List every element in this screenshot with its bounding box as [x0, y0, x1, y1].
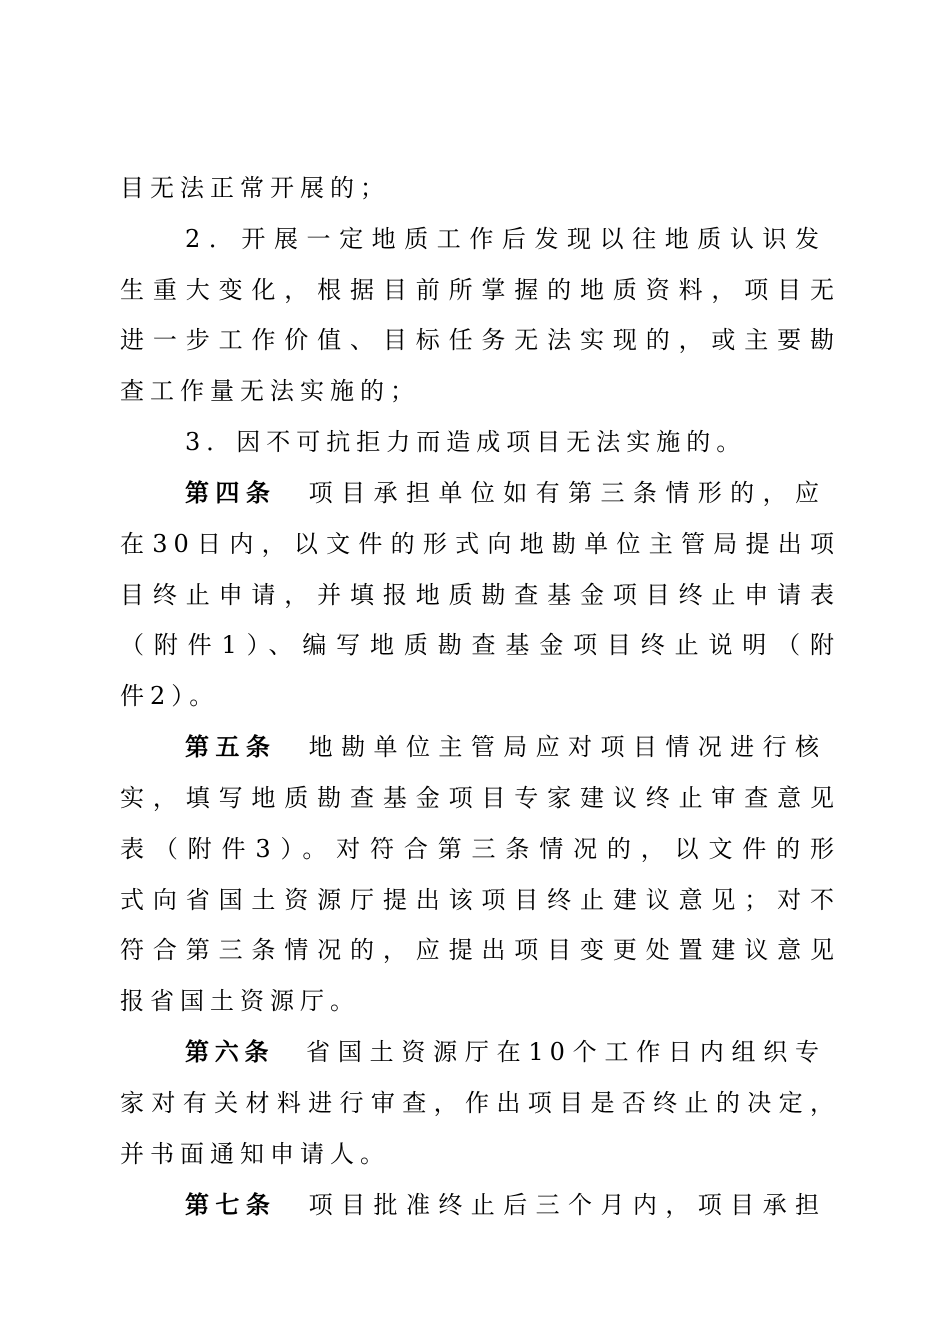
text-line: 生重大变化，根据目前所掌握的地质资料，项目无 — [120, 276, 840, 304]
article-line — [185, 473, 825, 513]
text-line: 表（附件3）。对符合第三条情况的，以文件的形 — [120, 835, 840, 863]
article-text: 省国土资源厅在10个工作日内组织专 — [304, 1038, 826, 1066]
article-heading: 第六条 — [185, 1038, 275, 1066]
article-heading: 第五条 — [185, 733, 277, 761]
text-line: （附件1）、编写地质勘查基金项目终止说明（附 — [120, 631, 840, 659]
text-line: 实，填写地质勘查基金项目专家建议终止审查意见 — [120, 784, 840, 812]
article-line — [185, 727, 825, 767]
text-line: 3．因不可抗拒力而造成项目无法实施的。 — [185, 428, 747, 456]
article-text: 地勘单位主管局应对项目情况进行核 — [306, 733, 826, 761]
text-line: 进一步工作价值、目标任务无法实现的，或主要勘 — [120, 326, 840, 354]
text-line: 家对有关材料进行审查，作出项目是否终止的决定， — [120, 1089, 840, 1117]
text-line: 2．开展一定地质工作后发现以往地质认识发 — [185, 225, 825, 253]
text-line: 符合第三条情况的，应提出项目变更处置建议意见 — [120, 936, 840, 964]
article-line — [185, 1185, 825, 1225]
article-heading: 第四条 — [185, 479, 277, 507]
text-line: 式向省国土资源厅提出该项目终止建议意见；对不 — [120, 886, 840, 914]
text-line: 目无法正常开展的； — [120, 174, 390, 202]
article-text: 项目承担单位如有第三条情形的，应 — [306, 479, 826, 507]
text-line: 查工作量无法实施的； — [120, 377, 420, 405]
text-line: 并书面通知申请人。 — [120, 1140, 390, 1168]
article-line — [185, 1032, 825, 1072]
text-line: 件2）。 — [120, 682, 220, 710]
article-heading: 第七条 — [185, 1191, 277, 1219]
text-line: 报省国土资源厅。 — [120, 987, 360, 1015]
article-text: 项目批准终止后三个月内，项目承担 — [306, 1191, 826, 1219]
text-line: 目终止申请，并填报地质勘查基金项目终止申请表 — [120, 581, 840, 609]
text-line: 在30日内，以文件的形式向地勘单位主管局提出项 — [120, 530, 840, 558]
